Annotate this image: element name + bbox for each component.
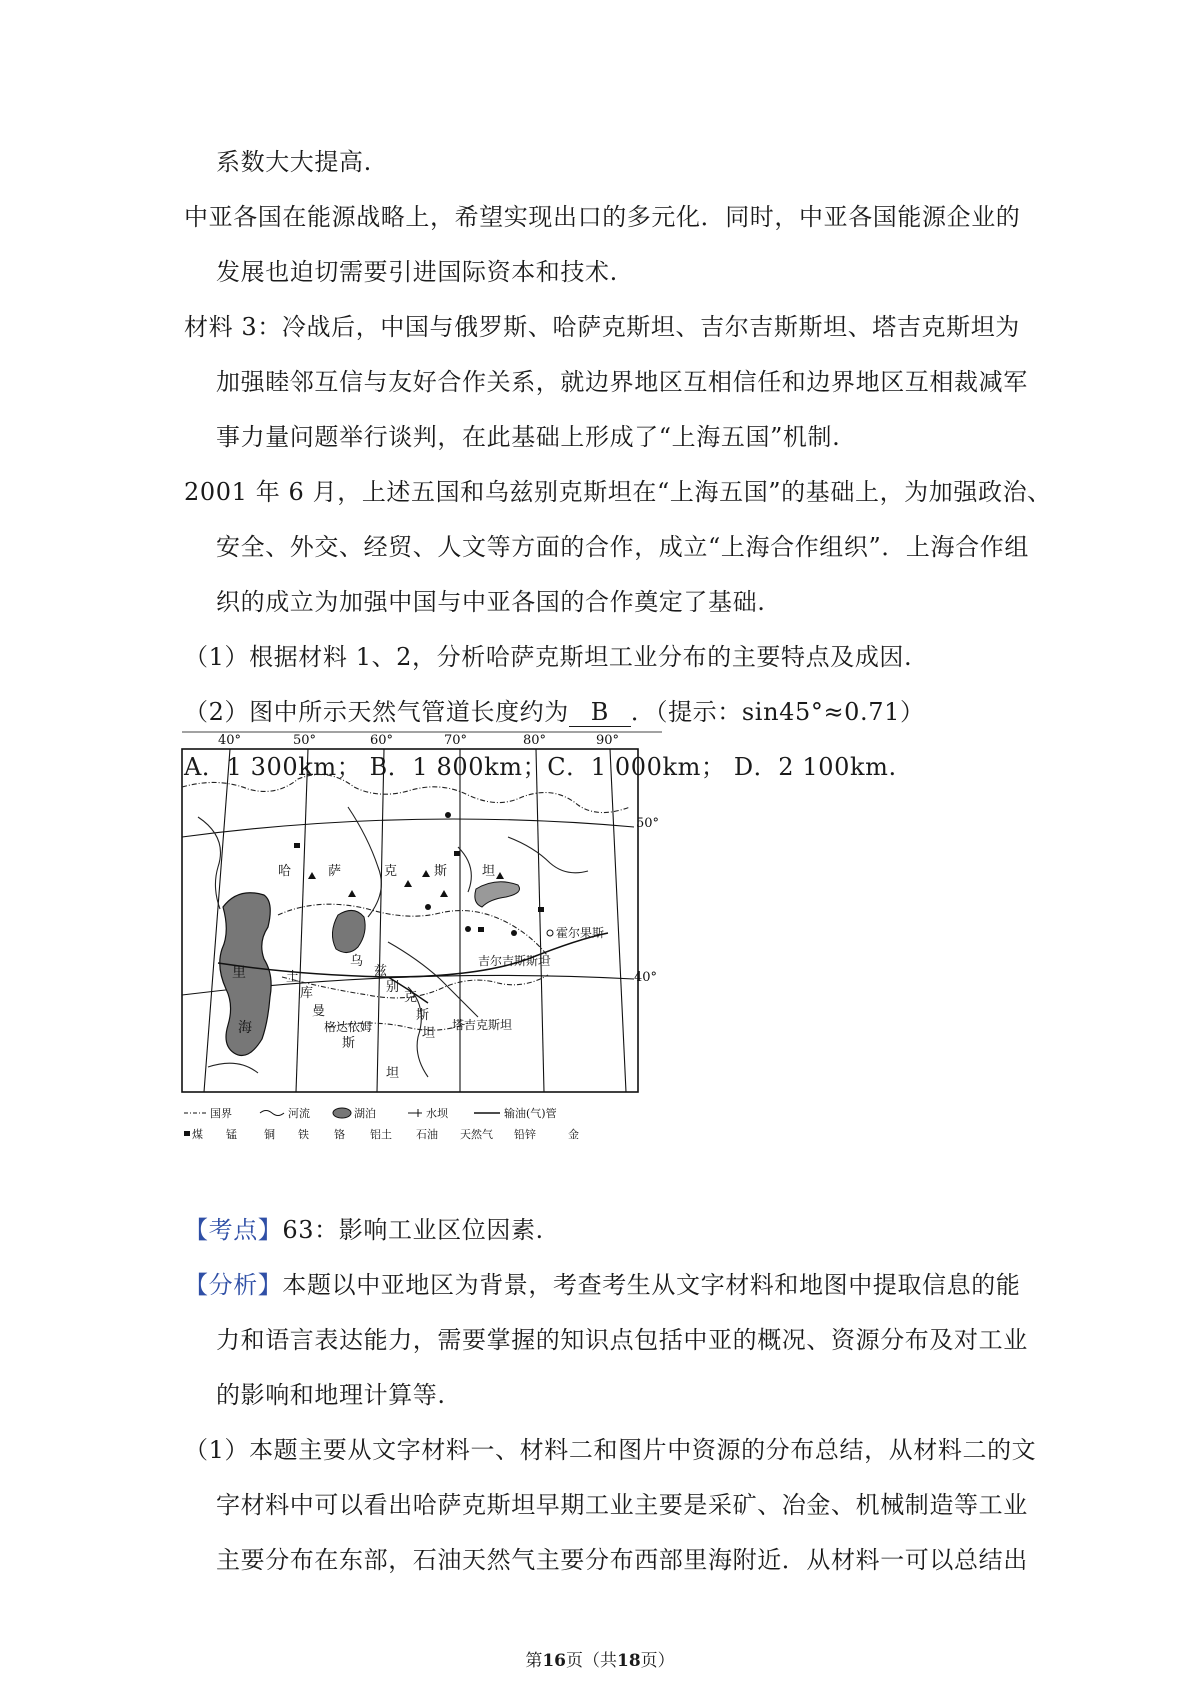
text-line: 中亚各国在能源战略上，希望实现出口的多元化．同时，中亚各国能源企业的	[184, 203, 1021, 231]
page-number: 16	[542, 1651, 566, 1671]
country-label: 斯	[434, 864, 448, 879]
country-label: 格达依姆	[324, 1020, 373, 1034]
fenxi-text: 本题以中亚地区为背景，考查考生从文字材料和地图中提取信息的能	[282, 1271, 1021, 1299]
country-label: 斯	[342, 1036, 356, 1051]
lake-balkhash	[475, 882, 520, 907]
lon-label: 50°	[293, 733, 317, 748]
answer-line: 主要分布在东部，石油天然气主要分布西部里海附近．从材料一可以总结出	[216, 1546, 1028, 1574]
lat-label: 40°	[634, 970, 658, 985]
country-label: 别	[386, 980, 400, 995]
lon-label: 60°	[370, 733, 394, 748]
text-line: 安全、外交、经贸、人文等方面的合作，成立“上海合作组织”．上海合作组	[216, 533, 1029, 561]
country-label: 坦	[482, 864, 496, 879]
country-label: 兹	[374, 964, 388, 979]
map-legend	[184, 1106, 579, 1141]
question-1: （1）根据材料 1、2，分析哈萨克斯坦工业分布的主要特点及成因.	[184, 643, 913, 671]
country-label: 库	[300, 986, 314, 1001]
text-line: 材料 3：冷战后，中国与俄罗斯、哈萨克斯坦、吉尔吉斯斯坦、塔吉克斯坦为	[184, 313, 1020, 341]
kaodian-line	[184, 1214, 544, 1246]
answer-options: A．1 300km； B．1 800km；C．1 000km； D．2 100km.	[184, 753, 897, 781]
legend-label: 铅锌	[514, 1128, 536, 1141]
caspian-sea	[220, 893, 271, 1056]
country-label: 克	[404, 990, 418, 1005]
question-2-prefix: （2）图中所示天然气管道长度约为	[184, 698, 569, 726]
country-label: 克	[384, 864, 398, 879]
footer-prefix: 第	[525, 1651, 543, 1671]
question-2	[184, 696, 925, 728]
legend-label: 锰	[226, 1128, 237, 1141]
legend-label: 河流	[288, 1107, 310, 1120]
country-label: 乌	[350, 954, 364, 969]
lon-label: 40°	[218, 733, 242, 748]
longitude-labels	[218, 733, 619, 748]
legend-label: 铜	[264, 1128, 275, 1141]
lon-label: 80°	[523, 733, 547, 748]
city-label: 霍尔果斯	[556, 926, 605, 940]
text-line: 2001 年 6 月，上述五国和乌兹别克斯坦在“上海五国”的基础上，为加强政治、	[184, 478, 1052, 506]
fenxi-line: 力和语言表达能力，需要掌握的知识点包括中亚的概况、资源分布及对工业	[216, 1326, 1028, 1354]
question-2-suffix: ．（提示：sin45°≈0.71）	[630, 698, 925, 726]
legend-label: 天然气	[460, 1128, 493, 1141]
sea-label: 海	[238, 1020, 252, 1036]
kaodian-text: 63：影响工业区位因素.	[282, 1216, 544, 1244]
country-label: 萨	[328, 864, 342, 879]
aral-sea	[332, 910, 365, 952]
country-label: 坦	[386, 1066, 400, 1081]
page-total: 18	[617, 1651, 641, 1671]
question-2-answer: B	[569, 698, 631, 727]
country-label: 塔吉克斯坦	[452, 1018, 513, 1032]
page-footer	[0, 1650, 1200, 1672]
fenxi-tag: 【分析】	[184, 1271, 283, 1299]
legend-label: 输油(气)管	[504, 1107, 557, 1120]
country-label: 吉尔吉斯斯坦	[478, 954, 551, 968]
answer-line: （1）本题主要从文字材料一、材料二和图片中资源的分布总结，从材料二的文	[184, 1436, 1037, 1464]
text-line: 发展也迫切需要引进国际资本和技术.	[216, 258, 618, 286]
text-line: 事力量问题举行谈判，在此基础上形成了“上海五国”机制.	[216, 423, 841, 451]
footer-suffix: 页）	[640, 1651, 675, 1671]
legend-label: 水坝	[426, 1107, 448, 1120]
legend-label: 煤	[192, 1128, 203, 1141]
text-line: 加强睦邻互信与友好合作关系，就边界地区互相信任和边界地区互相裁减军	[216, 368, 1028, 396]
legend-label: 石油	[416, 1128, 438, 1141]
fenxi-line: 的影响和地理计算等.	[216, 1381, 446, 1409]
answer-line: 字材料中可以看出哈萨克斯坦早期工业主要是采矿、冶金、机械制造等工业	[216, 1491, 1028, 1519]
footer-middle: 页（共	[566, 1651, 617, 1671]
lat-label: 50°	[636, 816, 660, 831]
sea-label: 里	[232, 965, 246, 981]
lon-label: 70°	[444, 733, 468, 748]
central-asia-map	[178, 727, 662, 1151]
country-label: 斯	[416, 1008, 430, 1023]
lon-label: 90°	[596, 733, 620, 748]
country-label: 土	[286, 970, 300, 985]
country-label: 哈	[278, 864, 292, 879]
country-label: 坦	[422, 1026, 436, 1041]
legend-label: 金	[568, 1128, 579, 1141]
country-label: 曼	[312, 1004, 326, 1019]
legend-label: 铁	[298, 1128, 309, 1141]
legend-label: 湖泊	[354, 1107, 376, 1120]
fenxi-line	[184, 1269, 1020, 1301]
text-line: 系数大大提高.	[216, 148, 372, 176]
legend-label: 国界	[210, 1107, 232, 1120]
legend-label: 铝土	[370, 1128, 392, 1141]
kaodian-tag: 【考点】	[184, 1216, 283, 1244]
text-line: 织的成立为加强中国与中亚各国的合作奠定了基础.	[216, 588, 766, 616]
legend-label: 铬	[334, 1128, 345, 1141]
